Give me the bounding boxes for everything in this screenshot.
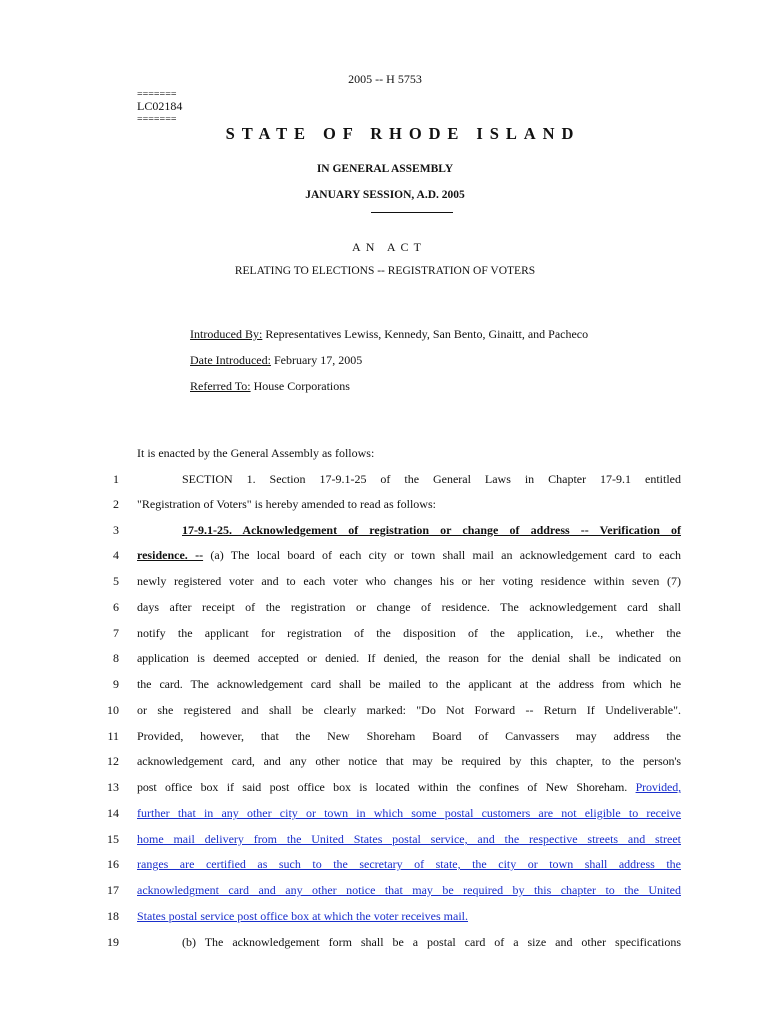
act-subject: RELATING TO ELECTIONS -- REGISTRATION OF VOTERS	[234, 265, 536, 277]
referred-label: Referred To:	[190, 379, 251, 393]
line-number: 9	[113, 677, 119, 691]
session-rule	[371, 212, 453, 213]
inserted-text: ranges are certified as such to the secretary of state, the city or town shall address the	[137, 857, 681, 871]
lc-number: LC02184	[137, 99, 183, 113]
line-text-cont: (a) The local board of each city or town shall mail an acknowledgement card to each	[203, 548, 681, 562]
line-number: 8	[113, 651, 119, 665]
introduced-label: Introduced By:	[190, 327, 263, 341]
line-number: 2	[113, 497, 119, 511]
inserted-text: home mail delivery from the United States postal service, and the respective streets and street	[137, 832, 681, 846]
line-text: "Registration of Voters" is hereby amended to read as follows:	[137, 497, 436, 511]
introduced-value: Representatives Lewiss, Kennedy, San Bento, Ginaitt, and Pacheco	[262, 327, 589, 341]
line-number: 18	[107, 909, 119, 923]
date-label: Date Introduced:	[190, 353, 271, 367]
assembly-heading: IN GENERAL ASSEMBLY	[316, 163, 454, 175]
referred-value: House Corporations	[250, 379, 350, 393]
bill-number: 2005 -- H 5753	[348, 72, 422, 86]
act-heading: AN ACT	[352, 240, 426, 254]
line-text: or she registered and shall be clearly marked: "Do Not Forward -- Return If Undeliverable".	[137, 703, 681, 717]
line-number: 3	[113, 523, 119, 537]
separator-bottom: =======	[137, 114, 177, 125]
line-number: 19	[107, 935, 119, 949]
line-text: acknowledgement card, and any other notice that may be required by this chapter, to the person's	[137, 754, 681, 768]
line-text	[137, 780, 681, 795]
enacting-clause: It is enacted by the General Assembly as follows:	[137, 446, 375, 460]
line-number: 6	[113, 600, 119, 614]
line-text: SECTION 1. Section 17-9.1-25 of the General Laws in Chapter 17-9.1 entitled	[182, 472, 681, 486]
date-value: February 17, 2005	[270, 353, 363, 367]
line-text: the card. The acknowledgement card shall be mailed to the applicant at the address from which he	[137, 677, 681, 691]
line-text: (b) The acknowledgement form shall be a postal card of a size and other specifications	[182, 935, 681, 949]
line-number: 13	[107, 780, 119, 794]
section-heading: 17-9.1-25. Acknowledgement of registration or change of address -- Verification of	[182, 523, 681, 537]
inserted-text: Provided,	[635, 780, 681, 794]
date-introduced	[190, 353, 362, 368]
state-title: STATE OF RHODE ISLAND	[225, 124, 581, 143]
line-number: 5	[113, 574, 119, 588]
line-number: 12	[107, 754, 119, 768]
line-text	[137, 548, 681, 563]
line-text: notify the applicant for registration of the disposition of the application, i.e., whether the	[137, 626, 681, 640]
session-heading: JANUARY SESSION, A.D. 2005	[305, 189, 465, 201]
line-number: 11	[107, 729, 119, 743]
line-number: 17	[107, 883, 119, 897]
line-number: 7	[113, 626, 119, 640]
inserted-text: acknowledgment card and any other notice that may be required by this chapter to the United	[137, 883, 681, 897]
line-text-cont: post office box if said post office box is located within the confines of New Shoreham.	[137, 780, 628, 794]
line-text: newly registered voter and to each voter who changes his or her voting residence within seven (7)	[137, 574, 681, 588]
line-number: 10	[107, 703, 119, 717]
inserted-text: States postal service post office box at which the voter receives mail.	[137, 909, 469, 923]
introduced-by	[190, 327, 588, 342]
line-number: 4	[113, 548, 119, 562]
line-text: days after receipt of the registration or change of residence. The acknowledgement card shall	[137, 600, 681, 614]
separator-top: =======	[137, 89, 177, 100]
line-text: application is deemed accepted or denied. If denied, the reason for the denial shall be indicated on	[137, 651, 681, 665]
referred-to	[190, 379, 350, 394]
line-number: 14	[107, 806, 119, 820]
section-heading-cont: residence. --	[137, 548, 204, 562]
inserted-text: further that in any other city or town in which some postal customers are not eligible to receive	[137, 806, 681, 820]
line-number: 1	[113, 472, 119, 486]
line-text: Provided, however, that the New Shoreham Board of Canvassers may address the	[137, 729, 681, 743]
line-number: 15	[107, 832, 119, 846]
line-number: 16	[107, 857, 119, 871]
